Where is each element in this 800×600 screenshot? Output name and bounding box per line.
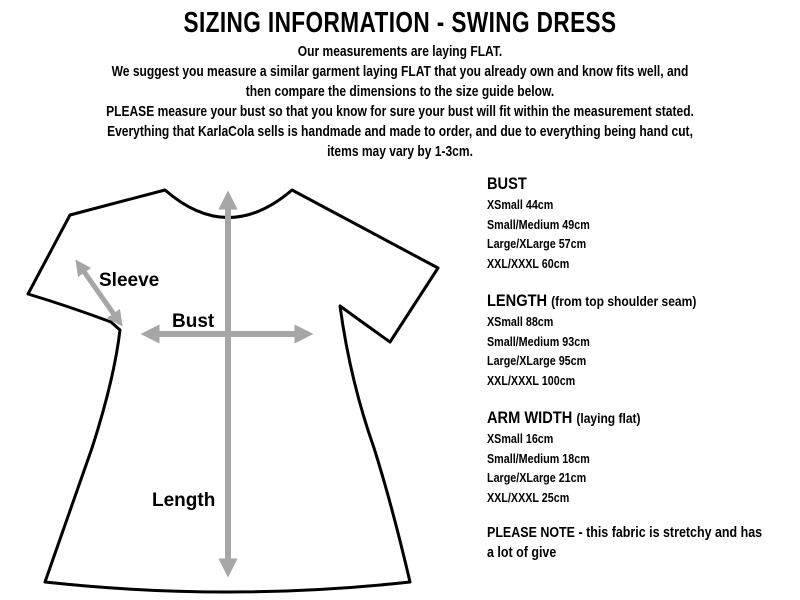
list-item: Small/Medium 49cm	[487, 217, 590, 232]
section-title: BUST	[487, 174, 527, 193]
arm-width-section	[487, 406, 745, 508]
bust-section	[487, 172, 745, 274]
section-title: ARM WIDTH	[487, 408, 573, 427]
intro-text	[85, 42, 716, 162]
sleeve-label: Sleeve	[99, 270, 160, 291]
list-item: Large/XLarge 21cm	[487, 471, 587, 485]
list-item: Large/XLarge 57cm	[487, 237, 587, 251]
length-label: Length	[152, 490, 216, 511]
list-item: Small/Medium 93cm	[487, 334, 590, 349]
bust-heading	[487, 172, 745, 196]
size-guide	[487, 172, 763, 563]
bust-label: Bust	[172, 311, 215, 332]
page-title: SIZING INFORMATION - SWING DRESS	[183, 7, 617, 39]
intro-line: items may vary by 1-3cm.	[327, 144, 473, 160]
section-subtitle: (from top shoulder seam)	[551, 293, 697, 309]
intro-line: We suggest you measure a similar garment laying FLAT that you already own and know fits well, and	[111, 64, 689, 80]
length-heading	[487, 289, 745, 313]
list-item: XXL/XXXL 100cm	[487, 373, 576, 388]
please-note: PLEASE NOTE - this fabric is stretchy and has a lot of give	[487, 525, 763, 561]
intro-line: Our measurements are laying FLAT.	[297, 44, 503, 60]
list-item: XSmall 16cm	[487, 432, 554, 446]
list-item: Small/Medium 18cm	[487, 451, 590, 466]
intro-line: then compare the dimensions to the size guide below.	[245, 84, 555, 100]
intro-line: Everything that KarlaCola sells is handmade and made to order, and due to everything being hand cut,	[107, 124, 693, 140]
list-item: XSmall 88cm	[487, 315, 554, 329]
length-section	[487, 289, 745, 391]
list-item: XXL/XXXL 60cm	[487, 256, 570, 271]
dress-outline	[28, 190, 438, 592]
section-subtitle: (laying flat)	[576, 410, 641, 426]
arm-width-heading	[487, 406, 745, 430]
dress-diagram	[0, 180, 490, 600]
list-item: Large/XLarge 95cm	[487, 354, 587, 368]
intro-line: PLEASE measure your bust so that you know for sure your bust will fit within the measurement stated.	[106, 104, 694, 120]
list-item: XXL/XXXL 25cm	[487, 490, 570, 505]
section-title: LENGTH	[487, 291, 548, 310]
list-item: XSmall 44cm	[487, 198, 554, 212]
